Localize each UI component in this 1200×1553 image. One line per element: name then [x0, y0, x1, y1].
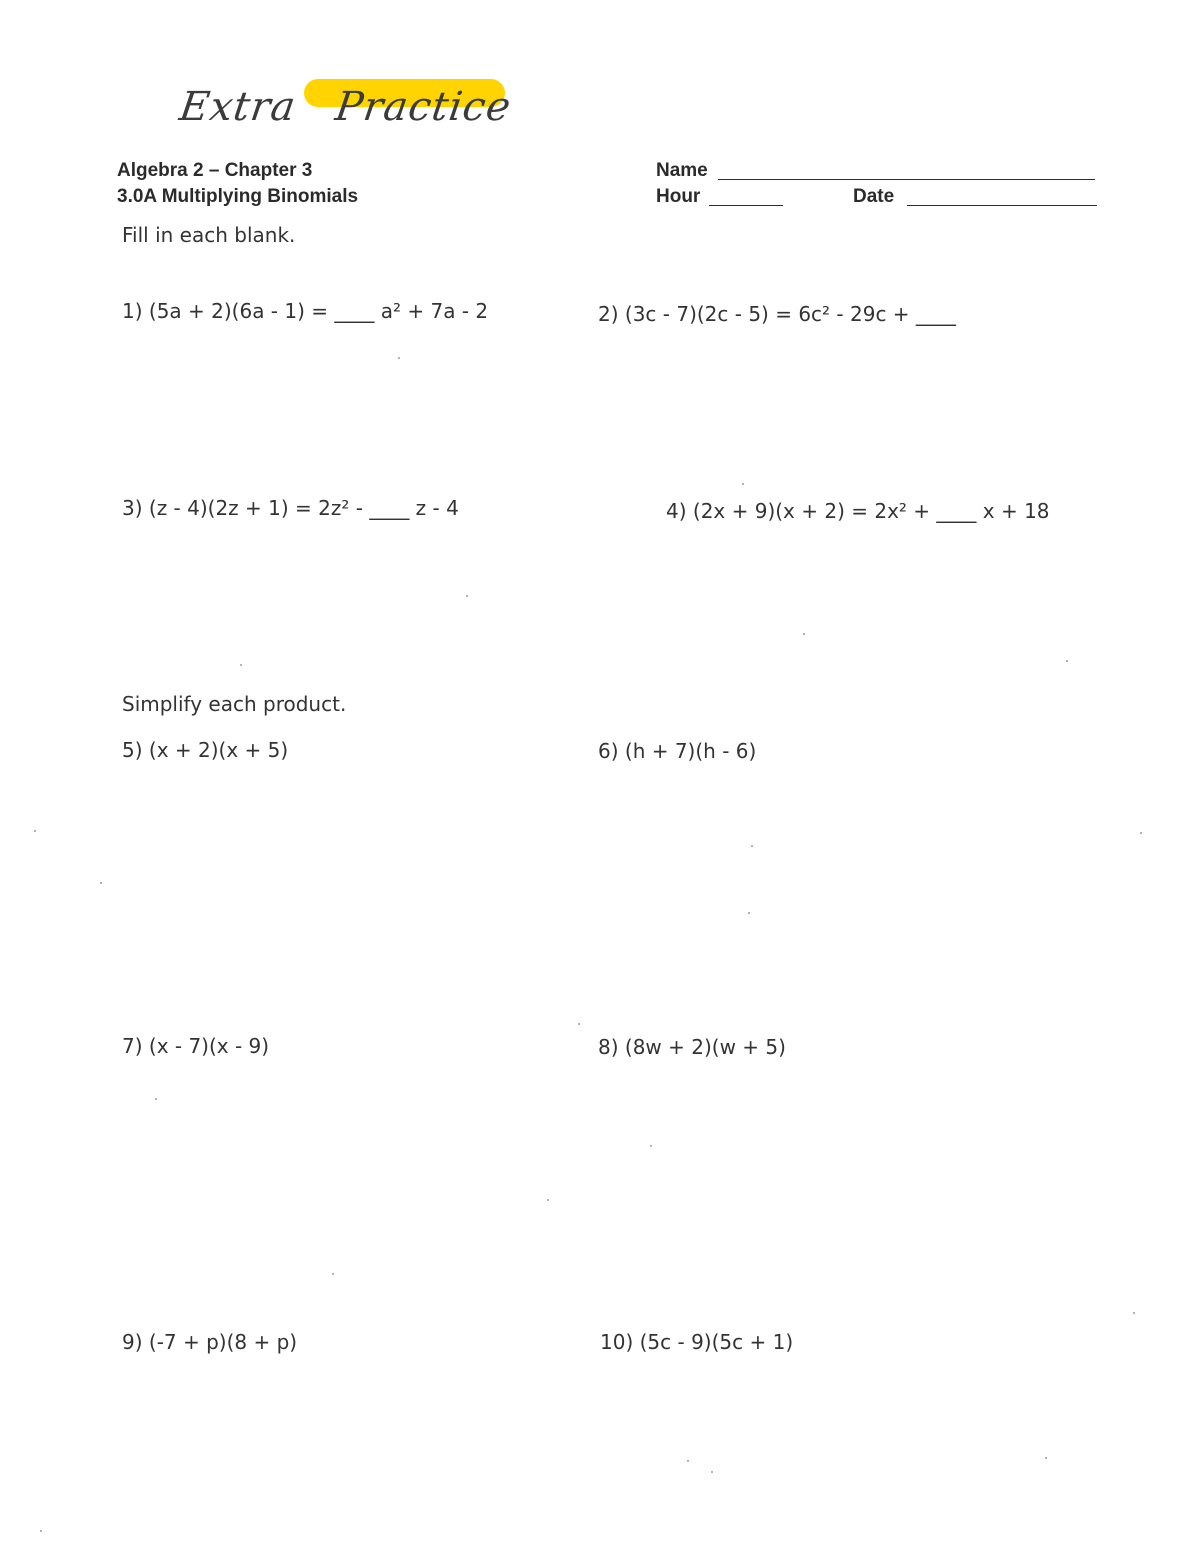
scan-speck [650, 1145, 652, 1147]
scan-speck [40, 1530, 42, 1532]
simplify-instruction: Simplify each product. [122, 692, 347, 716]
handwritten-title-word2: Practice [332, 84, 515, 130]
problem-3: 3) (z - 4)(2z + 1) = 2z² - ____ z - 4 [122, 496, 459, 520]
scan-speck [711, 1471, 713, 1473]
handwritten-title [177, 84, 515, 130]
section-title: 3.0A Multiplying Binomials [117, 186, 359, 207]
scan-speck [803, 633, 805, 635]
course-title: Algebra 2 – Chapter 3 [117, 160, 313, 181]
problem-6: 6) (h + 7)(h - 6) [598, 739, 757, 763]
problem-2: 2) (3c - 7)(2c - 5) = 6c² - 29c + ____ [598, 302, 956, 326]
problem-4: 4) (2x + 9)(x + 2) = 2x² + ____ x + 18 [666, 499, 1050, 523]
scan-speck [578, 1023, 580, 1025]
scan-speck [1133, 1312, 1135, 1314]
problem-5: 5) (x + 2)(x + 5) [122, 738, 289, 762]
problem-7: 7) (x - 7)(x - 9) [122, 1034, 270, 1058]
problem-9: 9) (-7 + p)(8 + p) [122, 1330, 298, 1354]
problem-8: 8) (8w + 2)(w + 5) [598, 1035, 786, 1059]
date-field[interactable] [907, 205, 1097, 206]
scan-speck [155, 1098, 157, 1100]
scan-speck [34, 830, 36, 832]
scan-speck [1066, 660, 1068, 662]
name-label: Name [656, 160, 708, 181]
fill-blank-instruction: Fill in each blank. [122, 223, 296, 247]
scan-speck [547, 1199, 549, 1201]
scan-speck [466, 595, 468, 597]
problem-1: 1) (5a + 2)(6a - 1) = ____ a² + 7a - 2 [122, 299, 489, 323]
scan-speck [398, 357, 400, 359]
scan-speck [332, 1273, 334, 1275]
problem-10: 10) (5c - 9)(5c + 1) [600, 1330, 794, 1354]
scan-speck [100, 882, 102, 884]
scan-speck [1045, 1457, 1047, 1459]
scan-speck [687, 1460, 689, 1462]
scan-speck [748, 912, 750, 914]
scan-speck [742, 483, 744, 485]
date-label: Date [853, 186, 895, 207]
name-field[interactable] [718, 179, 1095, 180]
scan-speck [240, 664, 242, 666]
scan-speck [1140, 832, 1142, 834]
handwritten-title-word1: Extra [176, 84, 300, 130]
hour-label: Hour [656, 186, 701, 207]
scan-speck [751, 845, 753, 847]
hour-field[interactable] [709, 205, 783, 206]
